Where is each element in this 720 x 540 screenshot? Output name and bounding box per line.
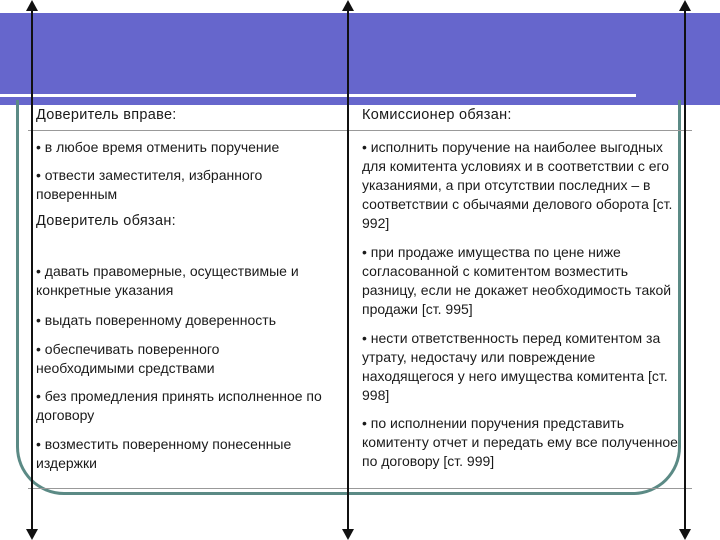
vertical-arrow-right	[684, 6, 686, 534]
title-underline	[0, 94, 636, 97]
header-divider	[28, 130, 692, 131]
left-right-item: • отвести заместителя, избранного поверенным	[36, 167, 263, 202]
left-duty-item: • возместить поверенному понесенные издержки	[36, 436, 292, 471]
right-header: Комиссионер обязан:	[362, 107, 512, 123]
title-band	[0, 13, 720, 105]
right-duty-item: • нести ответственность перед комитентом за утрату, недостачу или повреждение находящегося у него имущества комитента [ст. 998]	[362, 330, 668, 403]
left-duty-item: • выдать поверенному доверенность	[36, 312, 277, 328]
left-duty-item: • без промедления принять исполненное по договору	[36, 388, 322, 423]
left-duty-item: • обеспечивать поверенного необходимыми средствами	[36, 341, 220, 376]
left-rights-header: Доверитель вправе:	[36, 107, 177, 123]
left-duties-header: Доверитель обязан:	[36, 213, 176, 229]
right-duty-item: • исполнить поручение на наиболее выгодных для комитента условиях и в соответствии с его указаниями, а при отсутствии последних – в соответствии с обычаями делового оборота [ст. 992]	[362, 139, 673, 231]
vertical-arrow-middle	[347, 6, 349, 534]
left-duty-item: • давать правомерные, осуществимые и конкретные указания	[36, 263, 299, 298]
bottom-divider	[28, 488, 692, 489]
right-duty-item: • по исполнении поручения представить комитенту отчет и передать ему все полученное по договору [ст. 999]	[362, 415, 678, 469]
right-duty-item: • при продаже имущества по цене ниже согласованной с комитентом возместить разницу, если не докажет необходимость такой продажи [ст. 995]	[362, 244, 672, 317]
left-right-item: • в любое время отменить поручение	[36, 139, 280, 155]
vertical-arrow-left	[31, 6, 33, 534]
